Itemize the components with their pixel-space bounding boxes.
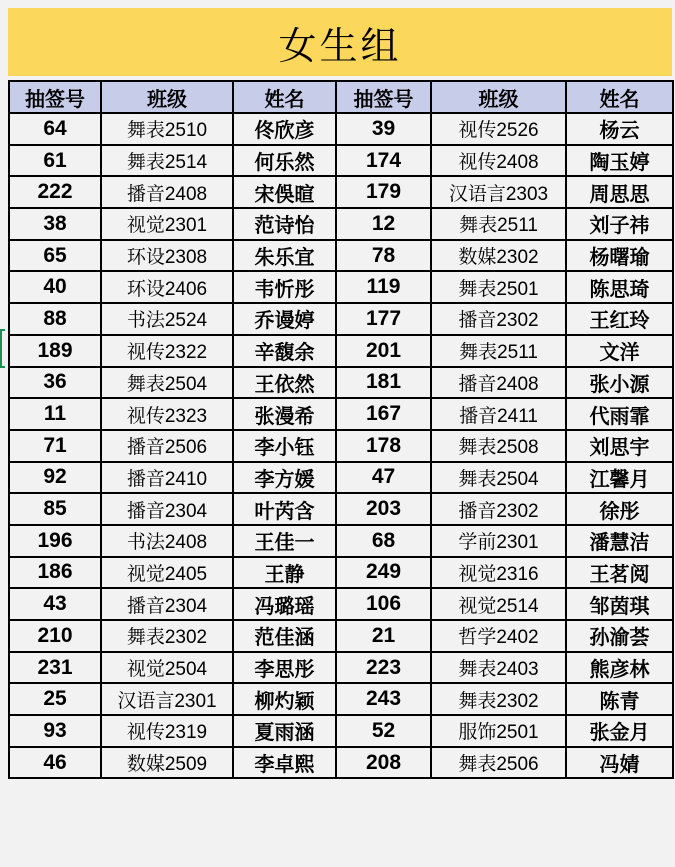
class-cell[interactable]: 视传2526: [431, 113, 566, 145]
draw-number-cell[interactable]: 177: [336, 303, 431, 335]
name-cell[interactable]: 孙渝荟: [566, 620, 673, 652]
name-cell[interactable]: 刘子祎: [566, 208, 673, 240]
name-cell[interactable]: 朱乐宜: [233, 240, 336, 272]
header-row: [9, 81, 673, 113]
name-cell[interactable]: 王佳一: [233, 525, 336, 557]
class-cell[interactable]: 播音2410: [101, 462, 233, 494]
table-row: [9, 493, 673, 525]
class-cell[interactable]: 视觉2405: [101, 557, 233, 589]
class-cell[interactable]: 书法2524: [101, 303, 233, 335]
name-cell[interactable]: 熊彦林: [566, 652, 673, 684]
class-cell[interactable]: 播音2302: [431, 493, 566, 525]
name-cell[interactable]: 柳灼颖: [233, 683, 336, 715]
header-name-left[interactable]: 姓名: [233, 81, 336, 113]
name-cell[interactable]: 刘思宇: [566, 430, 673, 462]
class-cell[interactable]: 汉语言2303: [431, 176, 566, 208]
table-row: [9, 588, 673, 620]
table-row: [9, 525, 673, 557]
name-cell[interactable]: 李方媛: [233, 462, 336, 494]
class-cell[interactable]: 播音2304: [101, 588, 233, 620]
class-cell[interactable]: 播音2302: [431, 303, 566, 335]
draw-number-cell[interactable]: 25: [9, 683, 101, 715]
table-row: [9, 240, 673, 272]
name-cell[interactable]: 范诗怡: [233, 208, 336, 240]
name-cell[interactable]: 李卓熙: [233, 747, 336, 779]
class-cell[interactable]: 播音2304: [101, 493, 233, 525]
name-cell[interactable]: 辛馥余: [233, 335, 336, 367]
header-class-left[interactable]: 班级: [101, 81, 233, 113]
class-cell[interactable]: 播音2408: [101, 176, 233, 208]
name-cell[interactable]: 佟欣彦: [233, 113, 336, 145]
name-cell[interactable]: 王依然: [233, 367, 336, 399]
draw-number-cell[interactable]: 52: [336, 715, 431, 747]
draw-number-cell[interactable]: 11: [9, 398, 101, 430]
table-row: [9, 715, 673, 747]
draw-number-cell[interactable]: 36: [9, 367, 101, 399]
table-row: [9, 176, 673, 208]
name-cell[interactable]: 徐彤: [566, 493, 673, 525]
draw-number-cell[interactable]: 189: [9, 335, 101, 367]
draw-number-cell[interactable]: 201: [336, 335, 431, 367]
table-row: [9, 208, 673, 240]
header-draw-number-right[interactable]: 抽签号: [336, 81, 431, 113]
draw-number-cell[interactable]: 106: [336, 588, 431, 620]
name-cell[interactable]: 江馨月: [566, 462, 673, 494]
name-cell[interactable]: 陈思琦: [566, 271, 673, 303]
table-row: [9, 271, 673, 303]
draw-number-cell[interactable]: 39: [336, 113, 431, 145]
class-cell[interactable]: 播音2506: [101, 430, 233, 462]
draw-number-cell[interactable]: 38: [9, 208, 101, 240]
group-title-cell[interactable]: [8, 8, 672, 76]
class-cell[interactable]: 视觉2504: [101, 652, 233, 684]
class-cell[interactable]: 舞表2302: [101, 620, 233, 652]
table-row: [9, 430, 673, 462]
name-cell[interactable]: 陈青: [566, 683, 673, 715]
draw-number-cell[interactable]: 64: [9, 113, 101, 145]
name-cell[interactable]: 冯婧: [566, 747, 673, 779]
class-cell[interactable]: 环设2406: [101, 271, 233, 303]
table-row: [9, 303, 673, 335]
draw-number-cell[interactable]: 181: [336, 367, 431, 399]
draw-number-cell[interactable]: 167: [336, 398, 431, 430]
table-row: [9, 145, 673, 177]
table-row: [9, 462, 673, 494]
draw-number-cell[interactable]: 40: [9, 271, 101, 303]
draw-number-cell[interactable]: 222: [9, 176, 101, 208]
draw-number-cell[interactable]: 88: [9, 303, 101, 335]
draw-number-cell[interactable]: 174: [336, 145, 431, 177]
name-cell[interactable]: 张小源: [566, 367, 673, 399]
class-cell[interactable]: 视传2319: [101, 715, 233, 747]
table-row: [9, 557, 673, 589]
roster-table: [8, 80, 674, 779]
name-cell[interactable]: 宋俁暄: [233, 176, 336, 208]
draw-number-cell[interactable]: 92: [9, 462, 101, 494]
name-cell[interactable]: 杨曙瑜: [566, 240, 673, 272]
class-cell[interactable]: 环设2308: [101, 240, 233, 272]
draw-number-cell[interactable]: 85: [9, 493, 101, 525]
name-cell[interactable]: 王红玲: [566, 303, 673, 335]
draw-number-cell[interactable]: 203: [336, 493, 431, 525]
class-cell[interactable]: 舞表2510: [101, 113, 233, 145]
class-cell[interactable]: 服饰2501: [431, 715, 566, 747]
class-cell[interactable]: 视觉2316: [431, 557, 566, 589]
table-row: [9, 335, 673, 367]
draw-number-cell[interactable]: 12: [336, 208, 431, 240]
draw-number-cell[interactable]: 196: [9, 525, 101, 557]
draw-number-cell[interactable]: 21: [336, 620, 431, 652]
class-cell[interactable]: 数媒2509: [101, 747, 233, 779]
class-cell[interactable]: 视传2323: [101, 398, 233, 430]
table-row: [9, 113, 673, 145]
class-cell[interactable]: 舞表2508: [431, 430, 566, 462]
class-cell[interactable]: 数媒2302: [431, 240, 566, 272]
class-cell[interactable]: 舞表2501: [431, 271, 566, 303]
table-row: [9, 620, 673, 652]
class-cell[interactable]: 舞表2514: [101, 145, 233, 177]
draw-number-cell[interactable]: 186: [9, 557, 101, 589]
draw-number-cell[interactable]: 46: [9, 747, 101, 779]
name-cell[interactable]: 张金月: [566, 715, 673, 747]
draw-number-cell[interactable]: 61: [9, 145, 101, 177]
class-cell[interactable]: 视觉2301: [101, 208, 233, 240]
header-class-right[interactable]: 班级: [431, 81, 566, 113]
name-cell[interactable]: 冯璐瑶: [233, 588, 336, 620]
class-cell[interactable]: 舞表2506: [431, 747, 566, 779]
class-cell[interactable]: 书法2408: [101, 525, 233, 557]
class-cell[interactable]: 播音2408: [431, 367, 566, 399]
draw-number-cell[interactable]: 93: [9, 715, 101, 747]
name-cell[interactable]: 李小钰: [233, 430, 336, 462]
active-cell-indicator: [0, 329, 5, 368]
draw-number-cell[interactable]: 65: [9, 240, 101, 272]
class-cell[interactable]: 舞表2302: [431, 683, 566, 715]
class-cell[interactable]: 舞表2511: [431, 335, 566, 367]
spreadsheet: [8, 8, 672, 779]
name-cell[interactable]: 夏雨涵: [233, 715, 336, 747]
class-cell[interactable]: 舞表2403: [431, 652, 566, 684]
class-cell[interactable]: 汉语言2301: [101, 683, 233, 715]
class-cell[interactable]: 视传2408: [431, 145, 566, 177]
name-cell[interactable]: 杨云: [566, 113, 673, 145]
table-row: [9, 398, 673, 430]
class-cell[interactable]: 哲学2402: [431, 620, 566, 652]
name-cell[interactable]: 陶玉婷: [566, 145, 673, 177]
draw-number-cell[interactable]: 249: [336, 557, 431, 589]
table-row: [9, 367, 673, 399]
name-cell[interactable]: 邹茵琪: [566, 588, 673, 620]
draw-number-cell[interactable]: 119: [336, 271, 431, 303]
class-cell[interactable]: 学前2301: [431, 525, 566, 557]
name-cell[interactable]: 潘慧洁: [566, 525, 673, 557]
name-cell[interactable]: 叶芮含: [233, 493, 336, 525]
table-body: [9, 113, 673, 778]
draw-number-cell[interactable]: 68: [336, 525, 431, 557]
name-cell[interactable]: 韦忻彤: [233, 271, 336, 303]
draw-number-cell[interactable]: 47: [336, 462, 431, 494]
group-title: 女生组: [278, 25, 402, 68]
table-row: [9, 652, 673, 684]
draw-number-cell[interactable]: 71: [9, 430, 101, 462]
table-row: [9, 683, 673, 715]
name-cell[interactable]: 何乐然: [233, 145, 336, 177]
class-cell[interactable]: 视传2322: [101, 335, 233, 367]
draw-number-cell[interactable]: 178: [336, 430, 431, 462]
draw-number-cell[interactable]: 78: [336, 240, 431, 272]
header-name-right[interactable]: 姓名: [566, 81, 673, 113]
draw-number-cell[interactable]: 231: [9, 652, 101, 684]
name-cell[interactable]: 王茗阅: [566, 557, 673, 589]
name-cell[interactable]: 文洋: [566, 335, 673, 367]
name-cell[interactable]: 代雨霏: [566, 398, 673, 430]
name-cell[interactable]: 乔谩婷: [233, 303, 336, 335]
class-cell[interactable]: 舞表2504: [101, 367, 233, 399]
name-cell[interactable]: 张漫希: [233, 398, 336, 430]
draw-number-cell[interactable]: 243: [336, 683, 431, 715]
draw-number-cell[interactable]: 43: [9, 588, 101, 620]
header-draw-number-left[interactable]: 抽签号: [9, 81, 101, 113]
draw-number-cell[interactable]: 210: [9, 620, 101, 652]
name-cell[interactable]: 王静: [233, 557, 336, 589]
class-cell[interactable]: 视觉2514: [431, 588, 566, 620]
class-cell[interactable]: 舞表2511: [431, 208, 566, 240]
name-cell[interactable]: 李思彤: [233, 652, 336, 684]
draw-number-cell[interactable]: 179: [336, 176, 431, 208]
class-cell[interactable]: 播音2411: [431, 398, 566, 430]
class-cell[interactable]: 舞表2504: [431, 462, 566, 494]
table-row: [9, 747, 673, 779]
name-cell[interactable]: 周思思: [566, 176, 673, 208]
draw-number-cell[interactable]: 208: [336, 747, 431, 779]
draw-number-cell[interactable]: 223: [336, 652, 431, 684]
name-cell[interactable]: 范佳涵: [233, 620, 336, 652]
